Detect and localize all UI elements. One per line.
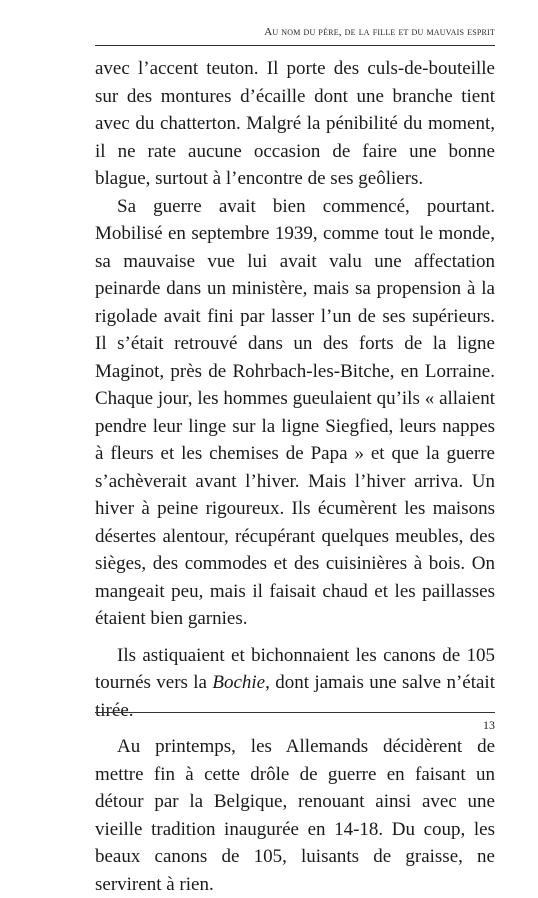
paragraph-2: Sa guerre avait bien commencé, pourtant. Mobilisé en septembre 1939, comme tout le monde, sa mauvaise vue lui avait valu une affectation peinarde dans un ministère, mais sa propension à la rigolade avait fini par lasser l’un de ses supérieurs. Il s’était retrouvé dans un des forts de la ligne Maginot, près de Rohrbach-les-Bitche, en Lorraine. Chaque jour, les hommes gueulaient qu’ils « allaient pendre leur linge sur la ligne Siegfied, leurs nappes à fleurs et les chemises de Papa » et que la guerre s’achèverait avant l’hiver. Mais l’hiver arriva. Un hiver à peine rigoureux. Ils écumèrent les maisons désertes alentour, récupérant quelques meubles, des sièges, des commodes et des cuisinières à bois. On mangeait peu, mais il faisait chaud et les paillasses étaient bien garnies.	[95, 195, 495, 629]
paragraph-3-before: Ils astiquaient et bichonnaient les canons de 105 tournés vers la	[95, 644, 495, 693]
paragraph-3-after: , dont jamais une salve n’était tirée.	[95, 672, 495, 721]
paragraph-4: Au printemps, les Allemands décidèrent de mettre fin à cette drôle de guerre en faisant un détour par la Belgique, renouant ainsi avec une vieille tradition inaugurée en 14-18. Du coup, les beaux canons de 105, luisants de graisse, ne servirent à rien.	[95, 736, 495, 895]
running-head: Au nom du père, de la fille et du mauvais esprit	[264, 26, 495, 38]
paragraph-3-emphasis: Bochie	[212, 672, 266, 693]
body-text	[95, 55, 495, 898]
footer-rule	[95, 712, 495, 713]
header-rule	[95, 45, 495, 46]
paragraph-1: avec l’accent teuton. Il porte des culs-de-bouteille sur des montures d’écaille dont une branche tient avec du chatterton. Malgré la pénibilité du moment, il ne rate aucune occasion de faire une bonne blague, surtout à l’encontre de ses geôliers.	[95, 58, 495, 189]
page-number: 13	[483, 718, 495, 732]
